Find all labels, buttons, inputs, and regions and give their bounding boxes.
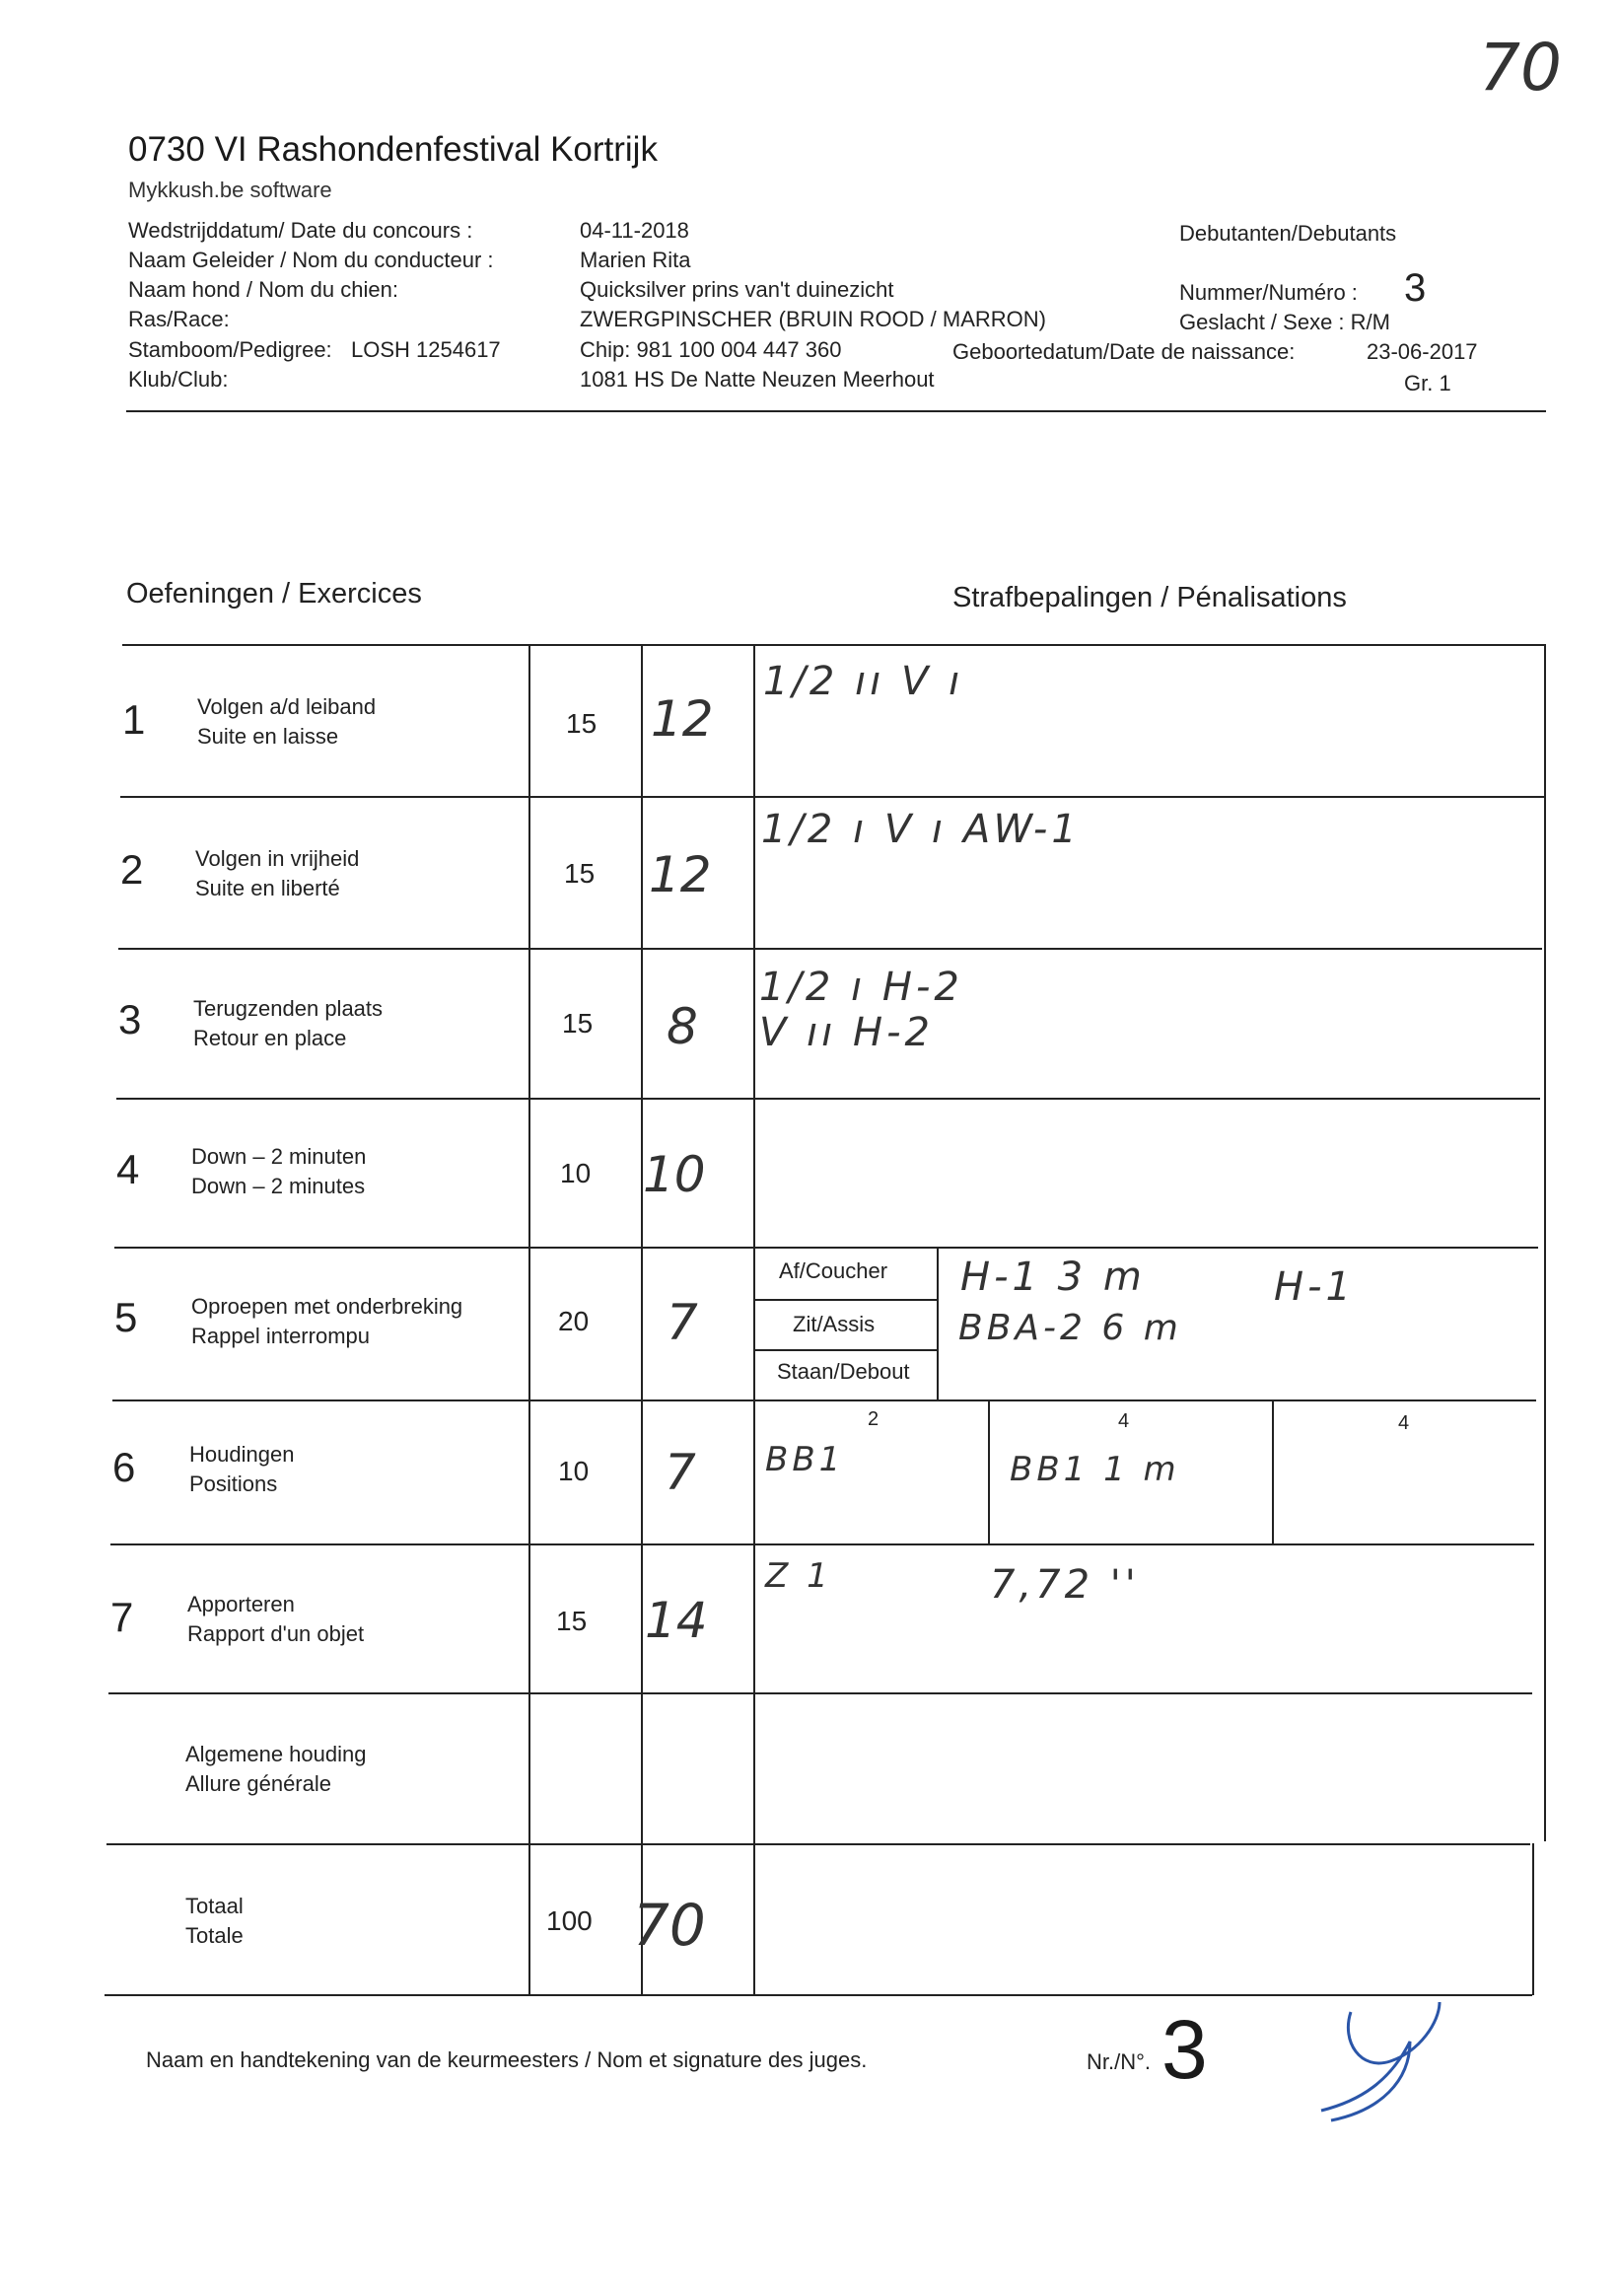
penalty-marks-line-2: V ıı H-2: [759, 1010, 934, 1055]
birth-label: Geboortedatum/Date de naissance:: [952, 339, 1296, 364]
awarded-score: 7: [665, 1444, 696, 1501]
penalty-marks: H-1 3 m: [960, 1255, 1146, 1300]
position-marks: BB1 1 m: [1010, 1450, 1180, 1489]
exercise-name-nl: Volgen a/d leiband: [197, 694, 377, 719]
position-number: 2: [868, 1408, 879, 1430]
row-number: 1: [122, 696, 146, 743]
exercise-name-nl: Algemene houding: [185, 1742, 367, 1766]
max-points: 20: [558, 1306, 590, 1336]
penalty-marks-line-2: 7,72 '': [990, 1562, 1140, 1608]
penalty-marks: 1/2 ı H-2: [759, 965, 963, 1010]
total-label-nl: Totaal: [185, 1894, 244, 1918]
dog-value: Quicksilver prins van't duinezicht: [580, 277, 894, 302]
chip-value: Chip: 981 100 004 447 360: [580, 337, 842, 362]
corner-score: 70: [1479, 30, 1562, 106]
exercise-name-fr: Down – 2 minutes: [191, 1174, 366, 1198]
breed-label: Ras/Race:: [128, 307, 230, 331]
handler-label: Naam Geleider / Nom du conducteur :: [128, 248, 494, 272]
nr-value: 3: [1161, 2003, 1208, 2096]
penalty-marks: 1/2 ı V ı AW-1: [761, 807, 1081, 852]
row-number: 2: [120, 846, 144, 893]
class-label: Debutanten/Debutants: [1179, 221, 1397, 246]
row-number: 4: [116, 1146, 140, 1192]
sex-label: Geslacht / Sexe : R/M: [1179, 310, 1390, 334]
judges-signature-label: Naam en handtekening van de keurmeesters / Nom et signature des juges.: [146, 2047, 868, 2072]
exercise-name-nl: Apporteren: [187, 1592, 295, 1616]
exercise-name-nl: Oproepen met onderbreking: [191, 1294, 463, 1319]
penalties-heading: Strafbepalingen / Pénalisations: [952, 582, 1347, 613]
max-points: 15: [566, 708, 598, 739]
exercise-name-nl: Houdingen: [189, 1442, 295, 1467]
position-number: 4: [1398, 1412, 1410, 1434]
software-label: Mykkush.be software: [128, 178, 332, 202]
nr-label: Nr./N°.: [1087, 2049, 1152, 2074]
row-number: 3: [118, 996, 142, 1042]
penalty-marks: 1/2 ıı V ı: [763, 659, 964, 704]
penalty-marks-extra: H-1: [1274, 1264, 1355, 1310]
exercises-heading: Oefeningen / Exercices: [126, 578, 422, 610]
exercise-name-fr: Allure générale: [185, 1771, 331, 1796]
header-divider: [126, 410, 1546, 412]
club-value: 1081 HS De Natte Neuzen Meerhout: [580, 367, 935, 392]
exercise-name-nl: Volgen in vrijheid: [195, 846, 360, 871]
date-value: 04-11-2018: [580, 218, 689, 243]
max-points: 15: [564, 858, 596, 889]
awarded-score: 10: [643, 1146, 706, 1203]
number-label: Nummer/Numéro :: [1179, 280, 1358, 305]
row-number: 5: [114, 1294, 138, 1340]
exercise-name-fr: Rappel interrompu: [191, 1324, 370, 1348]
club-label: Klub/Club:: [128, 367, 229, 392]
breed-value: ZWERGPINSCHER (BRUIN ROOD / MARRON): [580, 307, 1046, 331]
sub-label-down: Af/Coucher: [779, 1258, 888, 1283]
judge-signature: [1292, 1982, 1469, 2130]
exercise-name-fr: Retour en place: [193, 1026, 347, 1050]
awarded-score: 12: [649, 846, 712, 903]
exercise-name-fr: Rapport d'un objet: [187, 1621, 365, 1646]
position-number: 4: [1118, 1410, 1130, 1432]
row-number: 7: [110, 1594, 134, 1640]
awarded-score: 12: [651, 690, 714, 748]
page-title: 0730 VI Rashondenfestival Kortrijk: [128, 130, 658, 169]
sub-label-stand: Staan/Debout: [777, 1359, 910, 1384]
max-points: 15: [556, 1606, 588, 1636]
exercise-name-fr: Suite en liberté: [195, 876, 340, 900]
max-points: 10: [558, 1456, 590, 1486]
group-label: Gr. 1: [1404, 371, 1451, 395]
awarded-score: 14: [645, 1592, 708, 1649]
penalty-marks: Z 1: [765, 1556, 832, 1596]
max-points: 10: [560, 1158, 592, 1188]
exercise-name-fr: Positions: [189, 1471, 278, 1496]
row-number: 6: [112, 1444, 136, 1490]
position-marks: BB1: [765, 1440, 845, 1479]
sub-label-sit: Zit/Assis: [793, 1312, 876, 1336]
awarded-score: 7: [667, 1294, 698, 1351]
exercise-name-nl: Down – 2 minuten: [191, 1144, 367, 1169]
birth-date: 23-06-2017: [1367, 339, 1478, 364]
number-value: 3: [1404, 266, 1427, 310]
awarded-score: 8: [667, 998, 698, 1055]
handler-value: Marien Rita: [580, 248, 691, 272]
total-max-points: 100: [546, 1905, 593, 1936]
dog-label: Naam hond / Nom du chien:: [128, 277, 398, 302]
exercise-name-nl: Terugzenden plaats: [193, 996, 384, 1021]
penalty-marks-line-2: BBA-2 6 m: [958, 1308, 1182, 1348]
exercise-name-fr: Suite en laisse: [197, 724, 339, 749]
date-label: Wedstrijddatum/ Date du concours :: [128, 218, 473, 243]
total-label-fr: Totale: [185, 1923, 244, 1948]
pedigree-label: Stamboom/Pedigree:: [128, 337, 332, 362]
max-points: 15: [562, 1008, 594, 1039]
total-score: 70: [633, 1892, 706, 1959]
pedigree-value: LOSH 1254617: [351, 337, 501, 362]
